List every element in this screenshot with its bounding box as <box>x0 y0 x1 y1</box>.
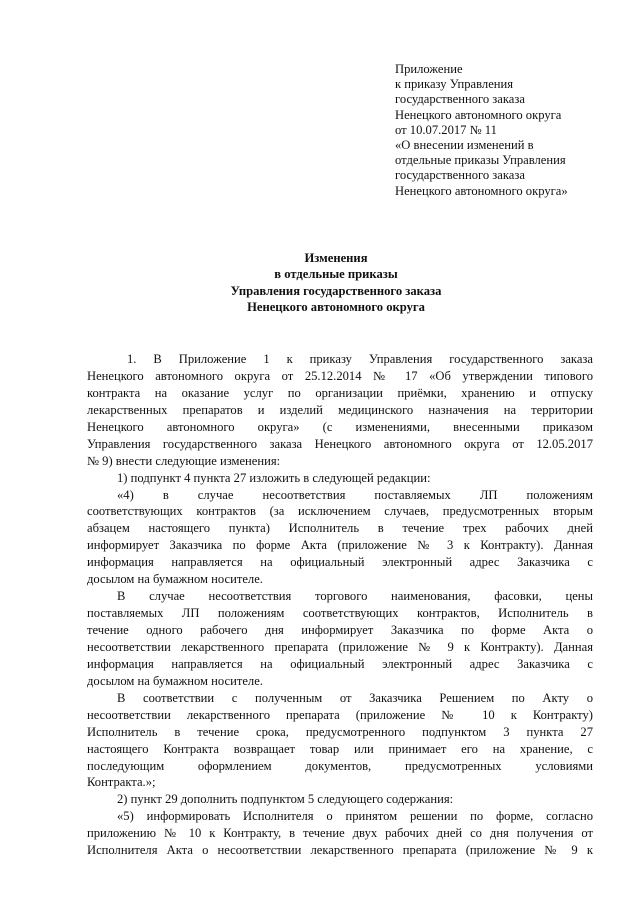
appendix-line: государственного заказа <box>395 168 525 183</box>
body-line: В случае несоответствия торгового наименования, фасовки, цены <box>117 589 593 604</box>
body-line: 1. В Приложение 1 к приказу Управления государственного заказа <box>127 352 593 366</box>
title-line: Ненецкого автономного округа <box>247 300 425 315</box>
body-line: контракта на оказание услуг по организации приёмки, хранению и отпуску <box>87 385 593 400</box>
appendix-header <box>395 62 625 199</box>
body-line: информирует Заказчика по форме Акта (приложение № 3 к Контракту). Данная <box>87 538 593 553</box>
body-line: Контракта.»; <box>87 775 156 790</box>
appendix-line: государственного заказа <box>395 92 525 107</box>
appendix-line: к приказу Управления <box>395 77 514 92</box>
body-line: Ненецкого автономного округа от 25.12.2014 № 17 «Об утверждении типового <box>87 368 593 383</box>
body-line: течение одного рабочего дня информирует Заказчика по форме Акта о <box>87 623 593 637</box>
body-line: приложению № 10 к Контракту, в течение двух рабочих дней со дня получения от <box>87 826 593 841</box>
appendix-line: Приложение <box>395 62 463 76</box>
appendix-line: отдельные приказы Управления <box>395 153 566 168</box>
appendix-line: от 10.07.2017 № 11 <box>395 122 497 137</box>
title-line: Изменения <box>304 251 368 265</box>
body-line: поставляемых ЛП положениям соответствующих контрактов, Исполнитель в <box>87 606 593 621</box>
body-line: информация направляется на официальный электронный адрес Заказчика с <box>87 656 593 671</box>
title-line: Управления государственного заказа <box>230 283 442 298</box>
body-line: Ненецкого автономного округа» (с изменениями, внесенными приказом <box>87 419 593 434</box>
body-line: досылом на бумажном носителе. <box>87 572 263 587</box>
body-line: Управления государственного заказа Ненецкого автономного округа от 12.05.2017 <box>87 436 593 451</box>
body-line: «4) в случае несоответствия поставляемых ЛП положениям <box>117 487 593 502</box>
body-line: 1) подпункт 4 пункта 27 изложить в следующей редакции: <box>117 470 431 485</box>
body-line: информация направляется на официальный электронный адрес Заказчика с <box>87 555 593 570</box>
appendix-line: «О внесении изменений в <box>395 138 534 153</box>
body-line: Исполнителя Акта о несоответствии лекарственного препарата (приложение № 9 к <box>87 843 593 858</box>
body-line: несоответствии лекарственного препарата (приложение № 10 к Контракту) <box>87 707 593 722</box>
body-line: В соответствии с полученным от Заказчика Решением по Акту о <box>117 690 593 705</box>
body-line: несоответствии лекарственного препарата (приложение № 9 к Контракту). Данная <box>87 639 593 654</box>
body-line: 2) пункт 29 дополнить подпунктом 5 следующего содержания: <box>117 792 454 807</box>
title-line: в отдельные приказы <box>274 267 398 282</box>
body-line: абзацем настоящего пункта) Исполнитель в течение трех рабочих дней <box>87 521 593 536</box>
document-body <box>87 351 593 859</box>
body-line: настоящего Контракта возвращает товар или принимает его на хранение, с <box>87 741 593 756</box>
appendix-line: Ненецкого автономного округа <box>395 107 562 122</box>
body-line: досылом на бумажном носителе. <box>87 673 263 688</box>
body-line: № 9) внести следующие изменения: <box>87 453 281 468</box>
body-line: соответствующих контрактов (за исключением случаев, предусмотренных вторым <box>87 504 593 519</box>
body-line: «5) информировать Исполнителя о принятом решении по форме, согласно <box>117 809 593 824</box>
document-title <box>80 250 592 316</box>
body-line: Исполнитель в течение срока, предусмотренного подпунктом 3 пункта 27 <box>87 724 593 739</box>
appendix-line: Ненецкого автономного округа» <box>395 183 568 198</box>
body-line: лекарственных препаратов и изделий медицинского назначения на территории <box>87 402 593 417</box>
body-line: последующим оформлением документов, предусмотренных условиями <box>87 758 593 773</box>
